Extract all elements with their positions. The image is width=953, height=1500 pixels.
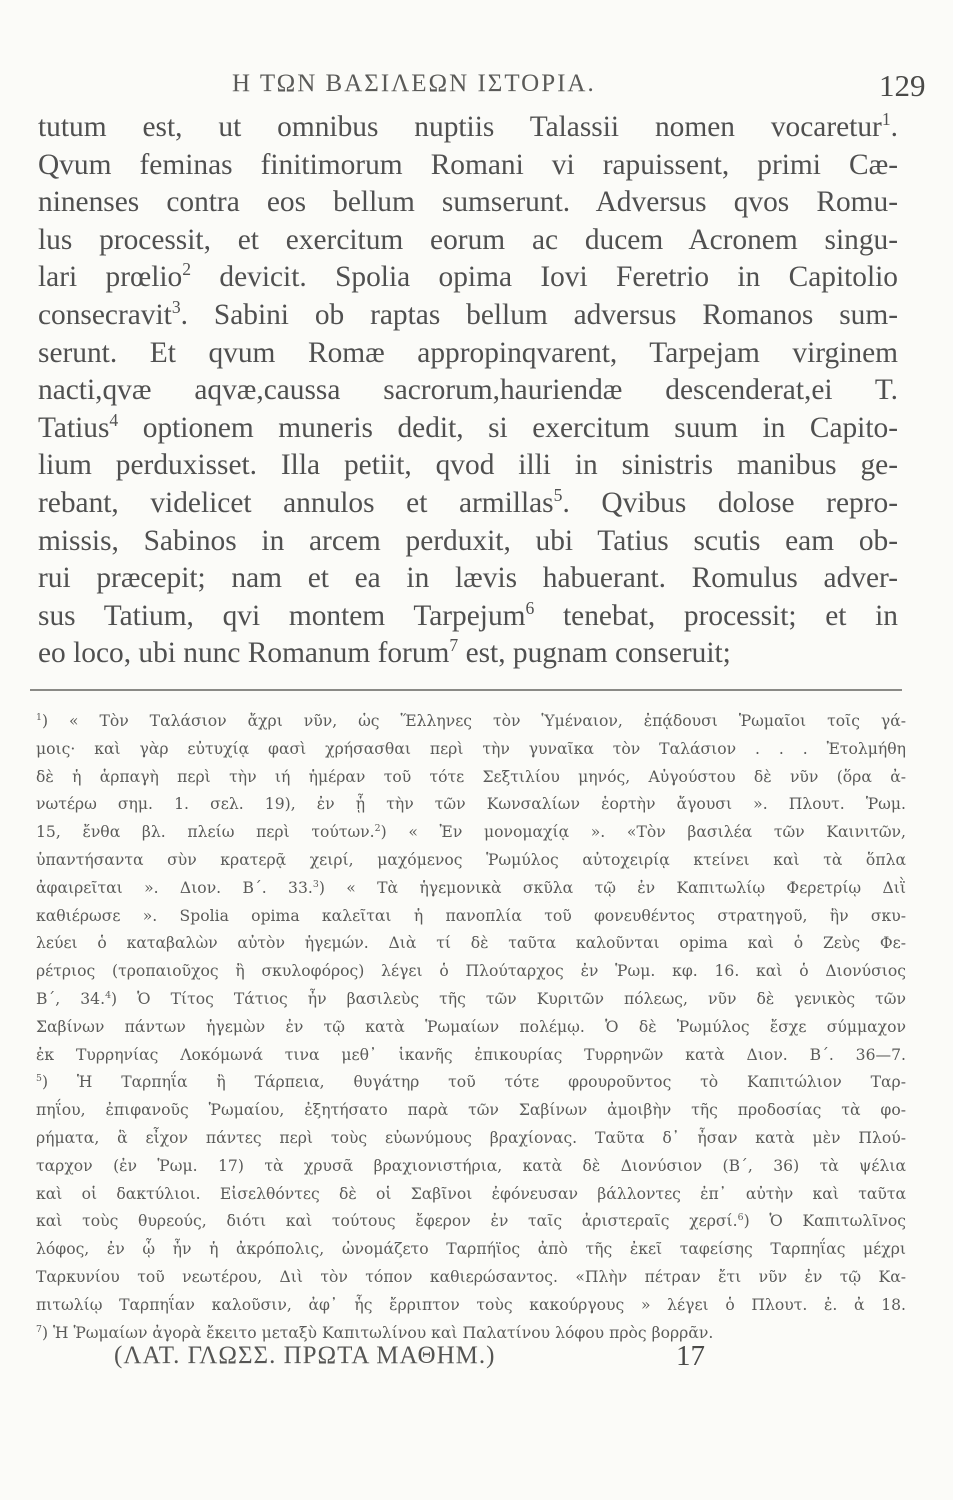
text-run: ταρχον (ἐν Ῥωμ. 17) τὰ χρυσᾶ βραχιονιστήρια, κατὰ δὲ Διονύσιον (Β΄, 36) τὰ ψέλια: [36, 1156, 906, 1175]
footnote-line: [36, 791, 906, 819]
text-line: [38, 259, 898, 297]
footnote-marker: 1: [881, 109, 891, 130]
text-line: [38, 410, 898, 448]
text-line: [38, 560, 898, 598]
text-run: .: [890, 111, 898, 143]
text-run: καὶ τοὺς θυρεούς, διότι καὶ τούτους ἔφερον ἐν ταῖς ἀριστεραῖς χερσί.: [36, 1212, 738, 1231]
text-run: eo loco, ubi nunc Romanum forum: [38, 637, 450, 670]
text-run: ) « Τὰ ἡγεμονικὰ σκῦλα τῷ ἐν Καπιτωλίῳ Φερετρίῳ Διῒ: [318, 878, 906, 897]
text-run: δὲ ἡ ἁρπαγὴ περὶ τὴν ιή ἡμέραν τοῦ τότε Σεξτιλίου μηνός, Αὐγούστου δὲ νῦν (ὅρα ἀ-: [36, 767, 906, 786]
footnote-line: [36, 903, 906, 931]
footnote-marker: 4: [105, 989, 112, 1001]
footnote-marker: 6: [525, 597, 535, 618]
footnote-marker: 2: [182, 259, 192, 280]
footnote-line: [36, 708, 906, 736]
signature-number: 17: [676, 1340, 705, 1372]
text-run: nacti,qvæ aqvæ,caussa sacrorum,hauriendæ descenderat,ei T.: [38, 374, 898, 407]
text-line: [38, 447, 898, 485]
text-run: lus processit, et exercitum eorum ac ducem Acronem singu-: [38, 223, 898, 256]
text-line: [38, 485, 898, 523]
text-run: rui præcepit; nam et ea in lævis habuerant. Romulus adver-: [38, 562, 898, 595]
text-run: serunt. Et qvum Romæ appropinqvarent, Tarpejam virginem: [38, 336, 898, 369]
text-run: optionem muneris dedit, si exercitum suum in Capito-: [118, 411, 898, 444]
running-head: [0, 62, 953, 106]
footnote-line: [36, 1264, 906, 1292]
text-run: ) « Τὸν Ταλάσιον ἄχρι νῦν, ὡς Ἕλληνες τὸν Ὑμέναιον, ἐπᾴδουσι Ῥωμαῖοι τοῖς γά-: [41, 712, 906, 730]
text-run: tutum est, ut omnibus nuptiis Talassii nomen vocaretur: [38, 111, 882, 143]
text-line: [38, 335, 898, 373]
footnote-line: [36, 819, 906, 847]
footnote-divider: [30, 689, 902, 691]
text-run: καθιέρωσε ». Spolia opima καλεῖται ἡ πανοπλία τοῦ φονευθέντος στρατηγοῦ, ἣν σκυ-: [36, 906, 906, 925]
text-run: ) « Ἐν μονομαχίᾳ ». «Τὸν βασιλέα τῶν Καινιτῶν,: [380, 823, 906, 842]
text-run: lari prœlio: [38, 261, 183, 294]
footnote-marker: 6: [737, 1212, 744, 1224]
text-line: [38, 222, 898, 260]
footnote-line: [36, 1153, 906, 1181]
text-run: Σαβίνων πάντων ἡγεμὼν ἐν τῷ κατὰ Ῥωμαίων πολέμῳ. Ὁ δὲ Ῥωμύλος ἔσχε σύμμαχον: [36, 1017, 906, 1036]
text-run: Tatius: [38, 411, 110, 444]
text-run: λόφος, ἐν ᾧ ἦν ἡ ἀκρόπολις, ὠνομάζετο Ταρπήϊος ἀπὸ τῆς ἐκεῖ ταφείσης Ταρπηΐας μέχρι: [36, 1240, 906, 1259]
text-run: . Sabini ob raptas bellum adversus Romanos sum-: [180, 298, 898, 331]
footnote-marker: 7: [36, 1323, 42, 1335]
text-line: [38, 297, 898, 335]
text-run: Ταρκυνίου τοῦ νεωτέρου, Διὶ τὸν τόπον καθιερώσαντος. «Πλὴν πέτραν ἔτι νῦν ἐν τῷ Κα-: [36, 1267, 906, 1286]
text-run: tenebat, processit; et in: [534, 599, 898, 632]
text-run: ninenses contra eos bellum sumserunt. Adversus qvos Romu-: [38, 186, 898, 219]
text-run: ) Ἡ Ῥωμαίων ἀγορὰ ἔκειτο μεταξὺ Καπιτωλίνου καὶ Παλατίνου λόφου πρὸς βορρᾶν.: [41, 1323, 714, 1342]
text-run: lium perduxisset. Illa petiit, qvod illi in sinistris manibus ge-: [38, 449, 898, 482]
text-run: πηΐου, ἐπιφανοῦς Ῥωμαίου, ἐξητήσατο παρὰ τῶν Σαβίνων ἀμοιβὴν τῆς προδοσίας τὰ φο-: [36, 1101, 906, 1120]
footnote-line: [36, 1236, 906, 1264]
footnote-line: [36, 875, 906, 903]
text-line: [38, 147, 898, 185]
footnote-marker: 5: [553, 485, 563, 506]
footnote-line: [36, 847, 906, 875]
footnote-line: [36, 930, 906, 958]
footnote-marker: 2: [374, 823, 381, 834]
text-run: ἀφαιρεῖται ». Διον. Β΄. 33.: [36, 878, 313, 897]
footnote-line: [36, 1181, 906, 1209]
text-line: [38, 523, 898, 561]
footnote-line: [36, 736, 906, 764]
text-run: est, pugnam conseruit;: [458, 637, 731, 670]
footnote-line: [36, 1125, 906, 1153]
signature-line: [0, 1336, 953, 1376]
footnote-line: [36, 1069, 906, 1097]
text-run: 15, ἔνθα βλ. πλείω περὶ τούτων.: [36, 823, 375, 842]
footnote-line: [36, 1014, 906, 1042]
footnote-marker: 3: [171, 297, 181, 318]
footnote-marker: 3: [312, 878, 319, 890]
footnote-line: [36, 1208, 906, 1236]
footnote-line: [36, 1042, 906, 1070]
text-run: Β΄, 34.: [36, 989, 106, 1008]
footnote-line: [36, 1097, 906, 1125]
text-run: ρέτριος (τροπαιοῦχος ἢ σκυλοφόρος) λέγει ὁ Πλούταρχος ἐν Ῥωμ. κφ. 16. καὶ ὁ Διονύσιος: [36, 962, 906, 981]
footnote-line: [36, 958, 906, 986]
text-run: rebant, videlicet annulos et armillas: [38, 486, 554, 519]
text-run: ὑπαντήσαντα σὺν κρατερᾷ χειρί, μαχόμενος Ῥωμύλος αὐτοχειρίᾳ κτείνει καὶ τὰ ὅπλα: [36, 850, 906, 869]
text-line: [38, 635, 898, 673]
footnote-marker: 7: [449, 635, 459, 656]
footnote-marker: 4: [109, 409, 119, 430]
footnote-line: [36, 764, 906, 792]
text-run: πιτωλίῳ Ταρπηΐαν καλοῦσιν, ἀφ᾽ ἧς ἔρριπτον τοὺς κακούργους » λέγει ὁ Πλουτ. ἐ. ἀ 18.: [36, 1295, 906, 1314]
text-run: μοις· καὶ γὰρ εὐτυχίᾳ φασὶ χρήσασθαι περὶ τὴν γυναῖκα τὸν Ταλάσιον . . . Ἐτολμήθη: [36, 739, 906, 758]
main-text-block: [38, 109, 898, 673]
page-number: 129: [879, 68, 926, 103]
text-run: missis, Sabinos in arcem perduxit, ubi Tatius scutis eam ob-: [38, 524, 898, 557]
text-run: ) Ὁ Τίτος Τάτιος ἦν βασιλεὺς τῆς τῶν Κυριτῶν πόλεως, νῦν δὲ γενικὸς τῶν: [111, 989, 906, 1008]
footnote-marker: 1: [36, 711, 42, 723]
text-run: . Qvibus dolose repro-: [562, 486, 898, 519]
running-title: Η ΤΩΝ ΒΑΣΙΛΕΩΝ ΙΣΤΟΡΙΑ.: [232, 70, 596, 97]
footnote-marker: 5: [36, 1073, 42, 1085]
text-run: consecravit: [38, 298, 172, 331]
text-line: [38, 598, 898, 636]
text-run: λεύει ὁ καταβαλὼν αὐτὸν ἡγεμών. Διὰ τί δὲ ταῦτα καλοῦνται opima καὶ ὁ Ζεὺς Φε-: [36, 934, 906, 953]
footnote-line: [36, 1292, 906, 1320]
text-run: καὶ οἱ δακτύλιοι. Εἰσελθόντες δὲ οἱ Σαβῖνοι ἐφόνευσαν βάλλοντες ἐπ᾽ αὐτὴν καὶ ταῦτα: [36, 1184, 906, 1203]
footnote-line: [36, 986, 906, 1014]
text-run: sus Tatium, qvi montem Tarpejum: [38, 599, 526, 632]
text-line: [38, 109, 898, 147]
text-run: ) Ἡ Ταρπηΐα ἢ Τάρπεια, θυγάτηρ τοῦ τότε φρουροῦντος τὸ Καπιτώλιον Ταρ-: [41, 1073, 906, 1092]
text-line: [38, 372, 898, 410]
text-run: Qvum feminas finitimorum Romani vi rapuissent, primi Cæ-: [38, 148, 898, 181]
text-run: νωτέρω σημ. 1. σελ. 19), ἐν ᾗ τὴν τῶν Κωνσαλίων ἑορτὴν ἄγουσι ». Πλουτ. Ῥωμ.: [36, 795, 906, 814]
text-run: ρήματα, ἃ εἶχον πάντες περὶ τοὺς εὐωνύμους βραχίονας. Ταῦτα δ᾽ ἦσαν κατὰ μὲν Πλού-: [36, 1128, 906, 1147]
text-run: devicit. Spolia opima Iovi Feretrio in Capitolio: [191, 261, 898, 294]
text-run: ἐκ Τυρρηνίας Λοκόμωνά τινα μεθ᾽ ἱκανῆς ἐπικουρίας Τυρρηνῶν κατὰ Διον. Β΄. 36—7.: [36, 1045, 906, 1064]
text-run: ) Ὁ Καπιτωλῖνος: [743, 1212, 906, 1231]
signature-mark: (ΛΑΤ. ΓΛΩΣΣ. ΠΡΩΤΑ ΜΑΘΗΜ.): [114, 1342, 496, 1369]
footnotes-block: [36, 708, 906, 1347]
text-line: [38, 184, 898, 222]
